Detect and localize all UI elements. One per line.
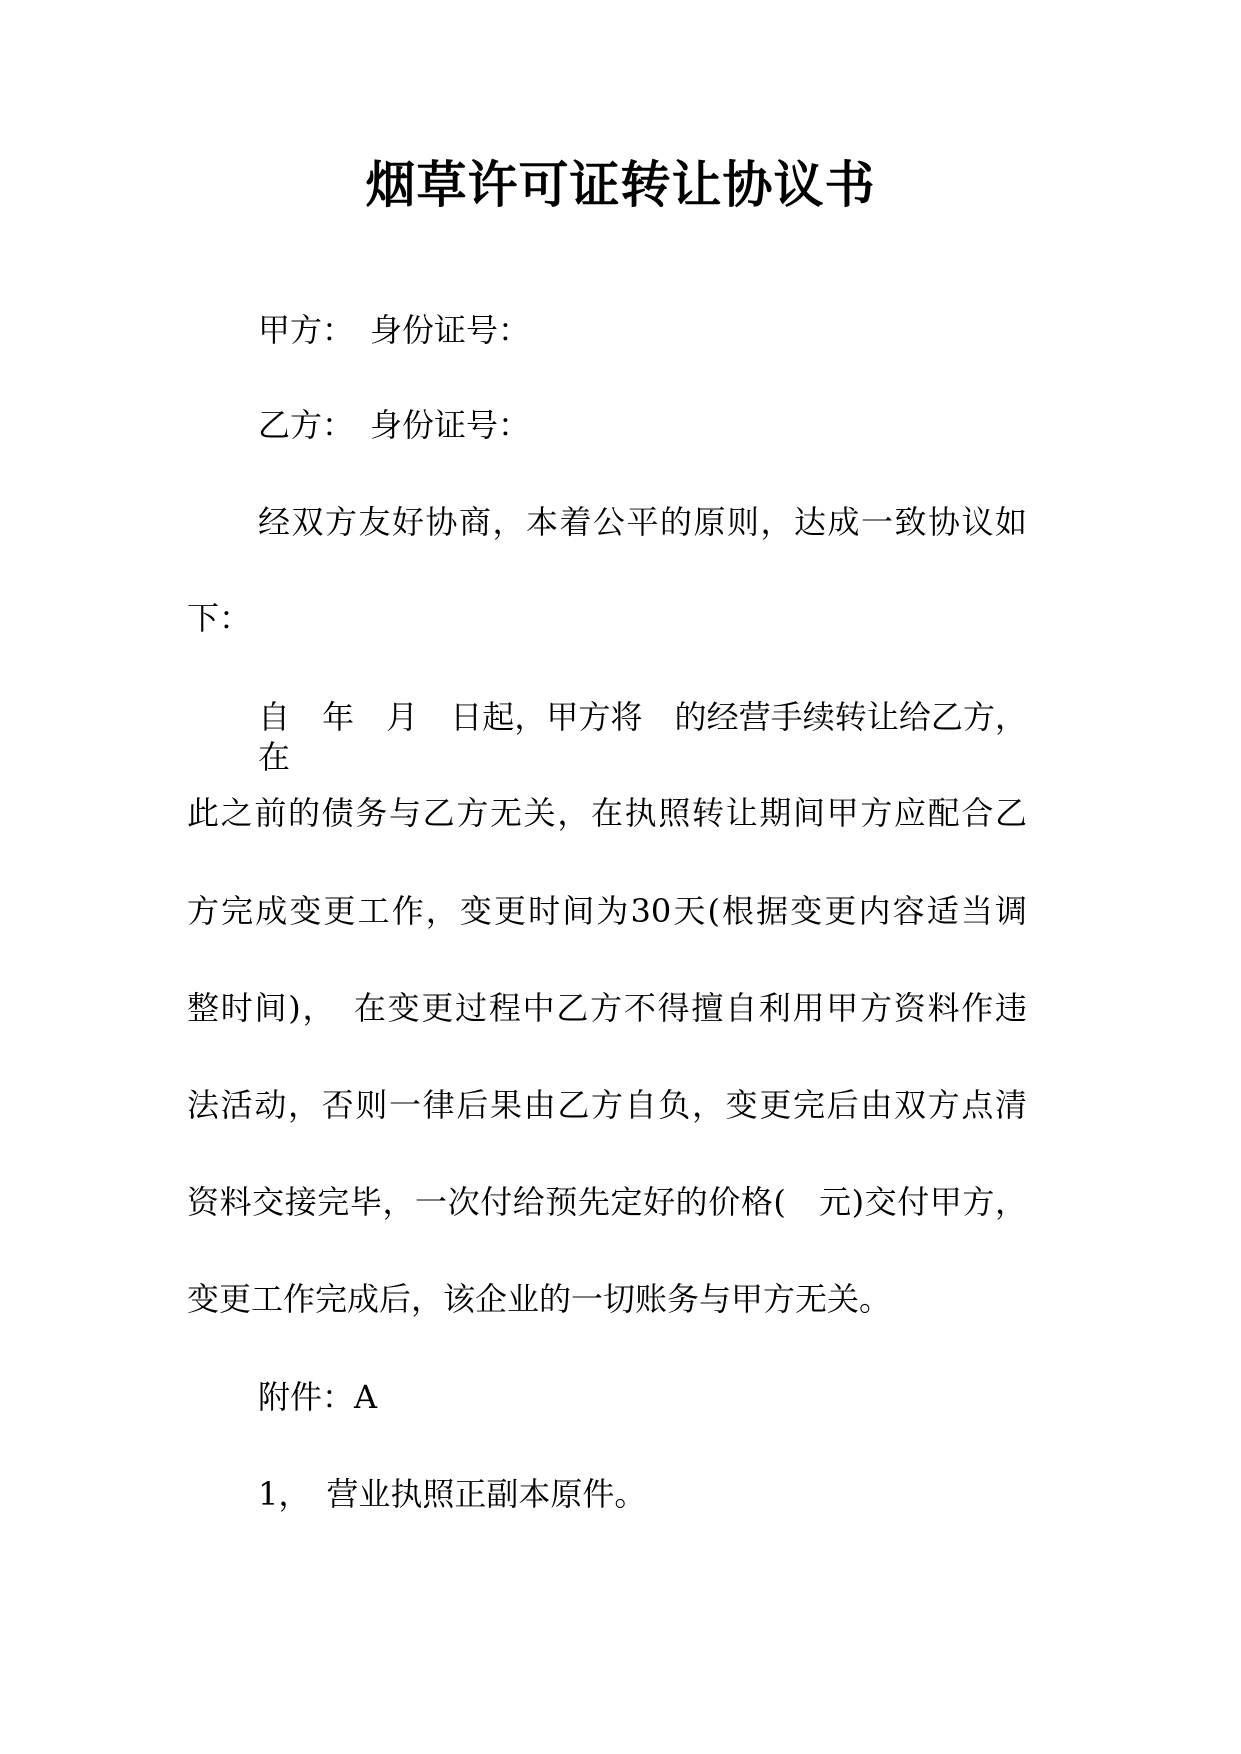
body-line-3: 方完成变更工作，变更时间为30天(根据变更内容适当调	[187, 892, 1027, 930]
attachment-item-1: 1， 营业执照正副本原件。	[258, 1475, 647, 1513]
body-line-7: 变更工作完成后，该企业的一切账务与甲方无关。	[187, 1280, 892, 1318]
body-line-6: 资料交接完毕，一次付给预先定好的价格( 元)交付甲方，	[187, 1183, 1027, 1221]
attachment-label: 附件：A	[258, 1378, 378, 1416]
intro-line-1: 经双方友好协商，本着公平的原则，达成一致协议如	[258, 503, 1027, 541]
body-line-1: 自 年 月 日起，甲方将 的经营手续转让给乙方，在	[258, 698, 1027, 776]
body-line-2: 此之前的债务与乙方无关，在执照转让期间甲方应配合乙	[187, 794, 1027, 832]
intro-line-2: 下：	[187, 599, 252, 637]
party-a-line: 甲方： 身份证号：	[258, 311, 531, 349]
body-line-5: 法活动，否则一律后果由乙方自负，变更完后由双方点清	[187, 1086, 1027, 1124]
party-b-line: 乙方： 身份证号：	[258, 406, 531, 444]
body-line-4: 整时间)， 在变更过程中乙方不得擅自利用甲方资料作违	[187, 989, 1027, 1027]
document-title: 烟草许可证转让协议书	[365, 155, 876, 214]
